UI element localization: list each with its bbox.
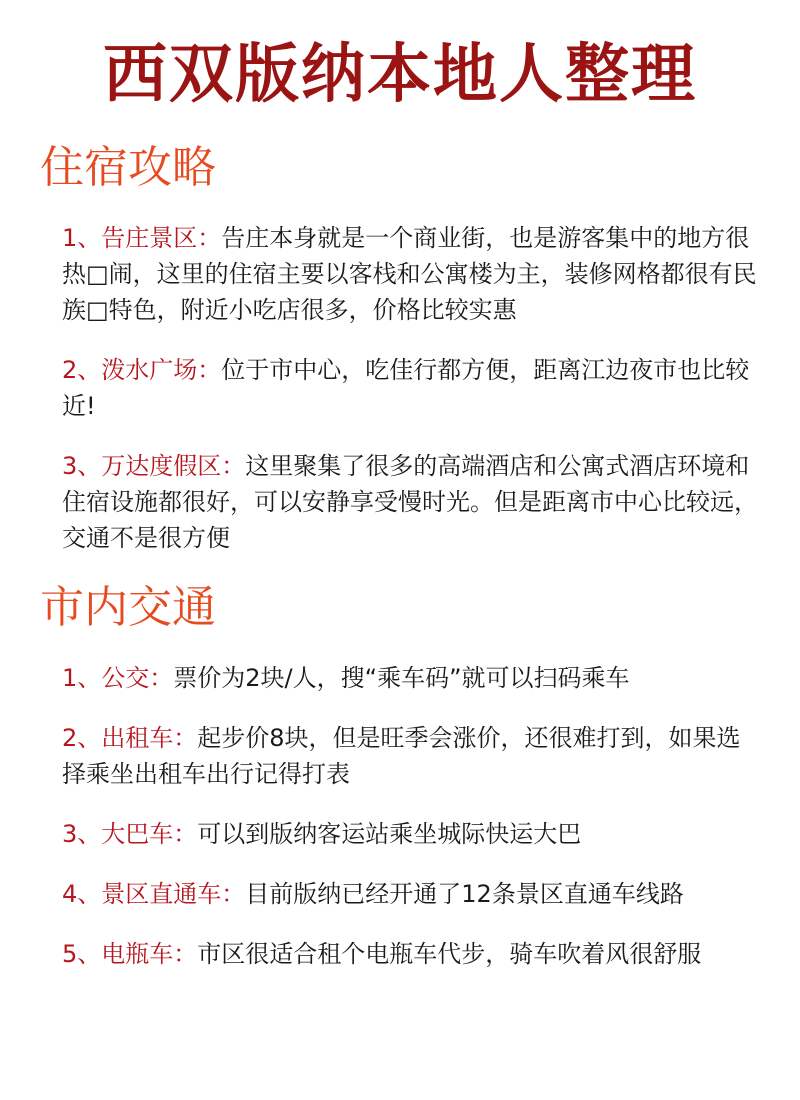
accommodation-item-text: 这里聚集了很多的高端酒店和公寓式酒店环境和住宿设施都很好，可以安静享受慢时光。但是距离市中心比较远，交通不是很方便 (62, 452, 758, 552)
accommodation-item-wanda (62, 448, 764, 556)
transport-section (40, 580, 764, 996)
transport-item-label: 2、出租车： (62, 724, 198, 752)
accommodation-item-label: 1、告庄景区： (62, 224, 222, 252)
accommodation-heading: 住宿攻略 (40, 142, 216, 193)
transport-item-text: 市区很适合租个电瓶车代步，骑车吹着风很舒服 (197, 940, 702, 968)
transport-item-coach (62, 816, 764, 852)
transport-item-bus (62, 660, 764, 696)
transport-item-shuttle (62, 876, 764, 912)
transport-item-text: 票价为2块/人，搜“乘车码”就可以扫码乘车 (173, 664, 630, 692)
transport-item-label: 3、大巴车： (62, 820, 198, 848)
accommodation-item-text: 告庄本身就是一个商业街，也是游客集中的地方很热□闹，这里的住宿主要以客栈和公寓楼为主，装修网格都很有民族□特色，附近小吃店很多，价格比较实惠 (62, 224, 757, 324)
transport-item-text: 起步价8块，但是旺季会涨价，还很难打到，如果选择乘坐出租车出行记得打表 (62, 724, 741, 788)
transport-list (40, 660, 764, 972)
accommodation-item-label: 3、万达度假区： (62, 452, 246, 480)
accommodation-item-gaozhuang (62, 220, 764, 328)
transport-item-text: 目前版纳已经开通了12条景区直通车线路 (245, 880, 684, 908)
page-title: 西双版纳本地人整理 (103, 37, 697, 112)
transport-item-label: 1、公交： (62, 664, 174, 692)
accommodation-section (40, 140, 764, 580)
transport-item-text: 可以到版纳客运站乘坐城际快运大巴 (197, 820, 582, 848)
accommodation-list (40, 220, 764, 556)
transport-item-label: 4、景区直通车： (62, 880, 246, 908)
transport-heading: 市内交通 (40, 582, 216, 633)
accommodation-item-text: 位于市中心，吃佳行都方便，距离江边夜市也比较近! (62, 356, 750, 420)
transport-item-label: 5、电瓶车： (62, 940, 198, 968)
accommodation-item-water-square (62, 352, 764, 424)
transport-item-taxi (62, 720, 764, 792)
accommodation-item-label: 2、泼水广场： (62, 356, 222, 384)
transport-item-ebike (62, 936, 764, 972)
